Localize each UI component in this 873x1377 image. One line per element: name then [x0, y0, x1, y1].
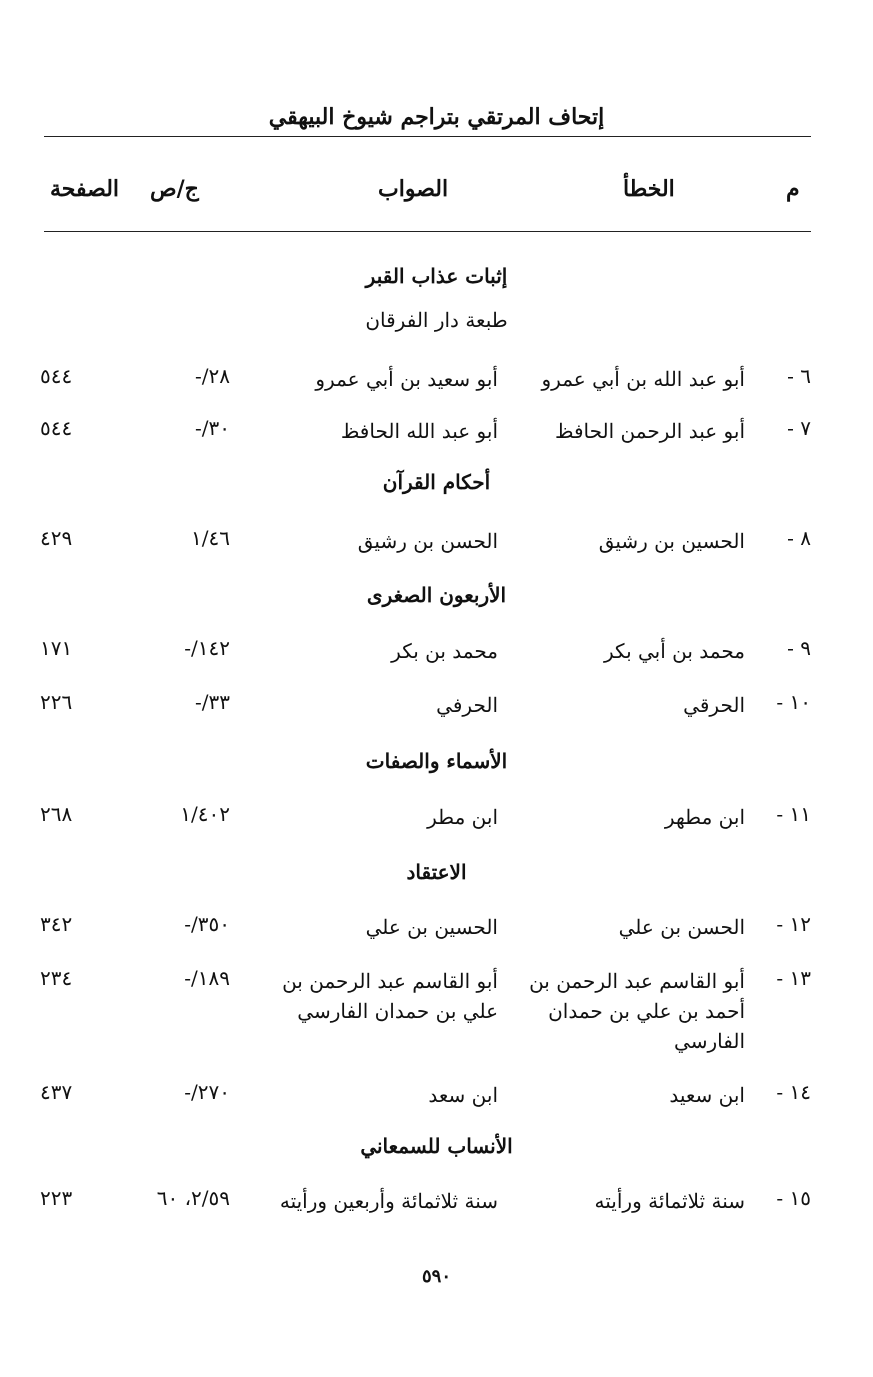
wrong-text: ابن مطهر	[664, 805, 745, 829]
volume-page: -/١٤٢	[184, 636, 230, 660]
correct-text: أبو سعيد بن أبي عمرو	[315, 367, 498, 391]
running-title: إتحاف المرتقي بتراجم شيوخ البيهقي	[268, 104, 605, 130]
page-ref: ٣٤٢	[40, 912, 73, 936]
correct-text: محمد بن بكر	[391, 639, 498, 663]
wrong-text: الحسن بن علي	[618, 915, 745, 939]
row-number: ١٠ -	[776, 690, 811, 714]
page-ref: ٥٤٤	[40, 416, 73, 440]
page-ref: ١٧١	[40, 636, 73, 660]
volume-page: -/١٨٩	[184, 966, 230, 990]
correct-text: الحسن بن رشيق	[357, 529, 498, 553]
volume-page: -/٢٧٠	[184, 1080, 230, 1104]
page-ref: ٢٦٨	[40, 802, 73, 826]
volume-page: -/٣٣	[195, 690, 230, 714]
page-ref: ٢٢٦	[40, 690, 73, 714]
row-number: ١٤ -	[776, 1080, 811, 1104]
column-header-right: الصواب	[378, 176, 449, 202]
column-header-page: الصفحة	[50, 176, 120, 202]
row-number: ٦ -	[787, 364, 811, 388]
volume-page: -/٢٨	[195, 364, 230, 388]
wrong-text: أبو القاسم عبد الرحمن بن أحمد بن علي بن حمدان الفارسي	[529, 969, 745, 1053]
volume-page: -/٣٥٠	[184, 912, 230, 936]
correct-text: الحرفي	[436, 693, 498, 717]
volume-page: ١/٤٦	[191, 526, 230, 550]
page-ref: ٢٣٤	[40, 966, 73, 990]
page-ref: ٤٣٧	[40, 1080, 73, 1104]
section-title: الأسماء والصفات	[365, 749, 508, 773]
row-number: ١١ -	[776, 802, 811, 826]
wrong-text: الحرقي	[683, 693, 745, 717]
correct-text: ابن سعد	[428, 1083, 498, 1107]
correct-text: أبو عبد الله الحافظ	[340, 419, 498, 443]
row-number: ١٣ -	[776, 966, 811, 990]
page-ref: ٢٢٣	[40, 1186, 73, 1210]
wrong-text: سنة ثلاثمائة ورأيته	[594, 1189, 745, 1213]
wrong-text: أبو عبد الرحمن الحافظ	[554, 419, 745, 443]
row-number: ٧ -	[787, 416, 811, 440]
section-title: الأربعون الصغرى	[366, 583, 507, 607]
column-header-wrong: الخطأ	[623, 176, 675, 202]
column-header-num: م	[786, 176, 800, 202]
page-ref: ٥٤٤	[40, 364, 73, 388]
section-title: إثبات عذاب القبر	[365, 264, 508, 288]
title-rule	[44, 136, 811, 137]
page-ref: ٤٢٩	[40, 526, 73, 550]
wrong-text: الحسين بن رشيق	[598, 529, 745, 553]
column-header-volume-page: ج/ص	[150, 176, 199, 202]
section-title: الأنساب للسمعاني	[360, 1134, 513, 1158]
section-title: أحكام القرآن	[382, 470, 491, 494]
correct-text: سنة ثلاثمائة وأربعين ورأيته	[279, 1189, 498, 1213]
volume-page: ٢/٥٩، ٦٠	[156, 1186, 230, 1210]
row-number: ٨ -	[787, 526, 811, 550]
correct-text: أبو القاسم عبد الرحمن بن علي بن حمدان الفارسي	[282, 969, 498, 1023]
wrong-text: محمد بن أبي بكر	[604, 639, 745, 663]
volume-page: ١/٤٠٢	[180, 802, 230, 826]
correct-text: الحسين بن علي	[365, 915, 498, 939]
correct-text: ابن مطر	[427, 805, 498, 829]
section-title: الاعتقاد	[406, 860, 467, 884]
wrong-text: ابن سعيد	[669, 1083, 745, 1107]
page-number: ٥٩٠	[421, 1266, 451, 1287]
row-number: ٩ -	[787, 636, 811, 660]
row-number: ١٥ -	[776, 1186, 811, 1210]
header-rule	[44, 231, 811, 232]
volume-page: -/٣٠	[195, 416, 230, 440]
row-number: ١٢ -	[776, 912, 811, 936]
wrong-text: أبو عبد الله بن أبي عمرو	[541, 367, 745, 391]
section-subtitle: طبعة دار الفرقان	[365, 308, 508, 332]
